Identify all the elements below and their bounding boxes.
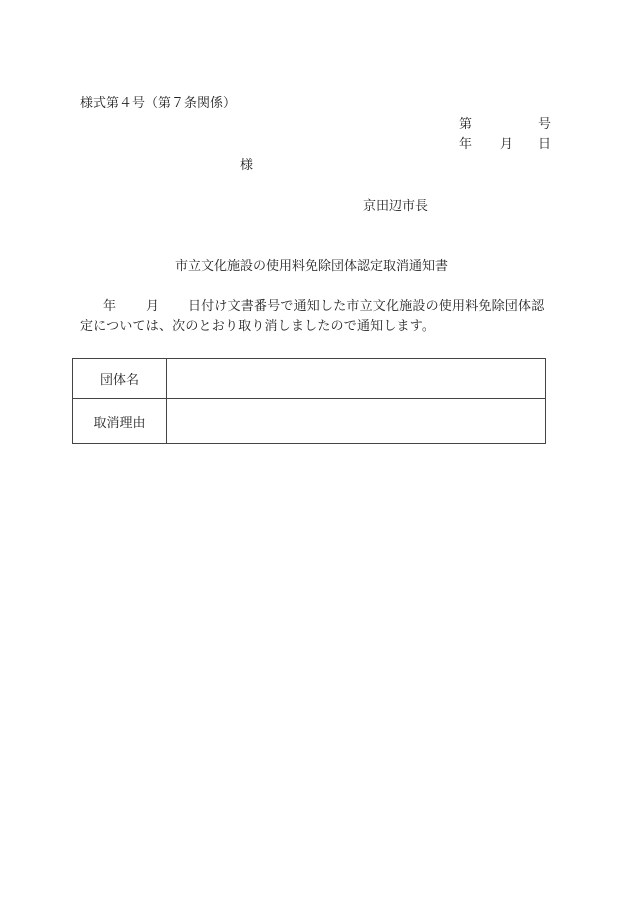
cancel-reason-value [167,399,546,444]
details-table [72,358,546,444]
cancel-reason-label: 取消理由 [73,399,167,444]
date-month: 月 [500,137,514,152]
date-year: 年 [459,137,473,152]
group-name-value [167,359,546,399]
number-suffix: 号 [538,117,552,132]
body-line1: 日付け文書番号で通知した市立文化施設の使用料免除団体認 [188,299,545,314]
issuer: 京田辺市長 [363,199,429,214]
document-title: 市立文化施設の使用料免除団体認定取消通知書 [175,259,449,274]
number-prefix: 第 [459,117,473,132]
table-row [73,359,546,399]
body-month: 月 [146,299,160,314]
group-name-label: 団体名 [73,359,167,399]
date-day: 日 [538,137,552,152]
body-year: 年 [103,299,117,314]
addressee-suffix: 様 [240,158,254,173]
form-label: 様式第４号（第７条関係） [80,96,237,111]
body-line2: 定については、次のとおり取り消しましたので通知します。 [80,319,436,334]
table-row [73,399,546,444]
